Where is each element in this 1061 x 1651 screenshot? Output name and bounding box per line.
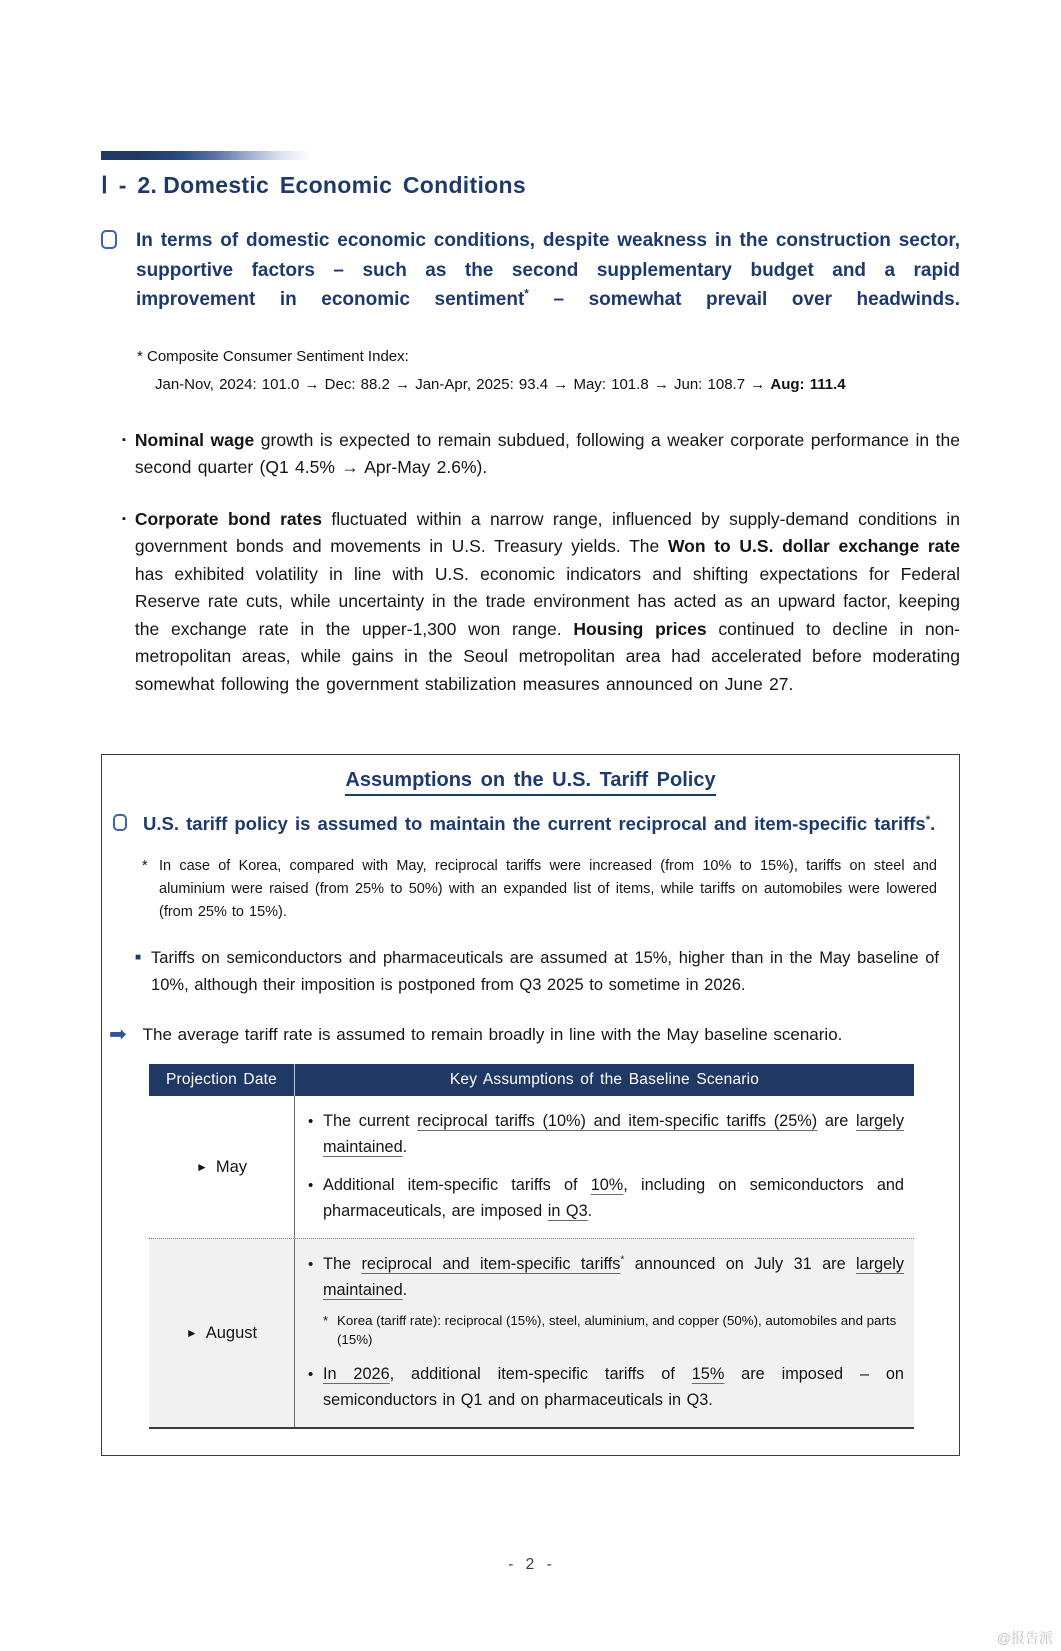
row-label-text: May xyxy=(215,1157,248,1176)
assumption-item xyxy=(308,1173,904,1224)
dot-bullet-icon: • xyxy=(308,1366,314,1383)
tariff-policy-lead xyxy=(113,811,941,837)
assumption-item xyxy=(308,1252,904,1303)
sentiment-index-footnote xyxy=(137,345,960,397)
intro-text: In terms of domestic economic conditions, despite weakness in the construction sector, supportive factors – such as the second supplementary budget and a rapid improvement in economic sentiment* – somewhat prevail over headwinds. xyxy=(136,230,960,310)
section-title: Domestic Economic Conditions xyxy=(163,172,526,198)
assumption-item xyxy=(308,1362,904,1413)
assumptions-box-title: Assumptions on the U.S. Tariff Policy xyxy=(345,769,715,796)
dot-bullet-icon: • xyxy=(308,1177,314,1194)
row-label-august xyxy=(149,1239,294,1427)
triangle-bullet-icon: ► xyxy=(195,1160,208,1174)
watermark: @报告派 xyxy=(996,1630,1053,1646)
footnote-text: Korea (tariff rate): reciprocal (15%), steel, aluminium, and copper (50%), automobiles and parts (15%) xyxy=(337,1313,897,1347)
square-bullet-icon: ■ xyxy=(135,952,142,963)
footnote-line-1: * Composite Consumer Sentiment Index: xyxy=(137,347,409,365)
row-content-august xyxy=(294,1239,914,1427)
row-label-text: August xyxy=(205,1323,258,1342)
footnote-line-2: Jan-Nov, 2024: 101.0 → Dec: 88.2 → Jan-Apr, 2025: 93.4 → May: 101.8 → Jun: 108.7 → Aug: 111.4 xyxy=(155,375,846,393)
table-header-projection-date: Projection Date xyxy=(166,1071,277,1088)
assumption-text: In 2026, additional item-specific tariffs of 15% are imposed – on semiconductors in Q1 and on pharmaceuticals in Q3. xyxy=(323,1365,904,1409)
square-bullet-icon: ▪ xyxy=(122,433,126,446)
section-heading xyxy=(101,172,960,199)
bullet-nominal-wage xyxy=(122,427,960,482)
assumption-item xyxy=(308,1109,904,1160)
bullet-text: Tariffs on semiconductors and pharmaceuticals are assumed at 15%, higher than in the May baseline of 10%, although their imposition is postponed from Q3 2025 to sometime in 2026. xyxy=(151,949,939,994)
baseline-scenario-table xyxy=(149,1064,914,1429)
conclusion-arrow-line xyxy=(109,1022,943,1047)
table-body xyxy=(149,1096,914,1427)
bullet-text: Nominal wage growth is expected to remain subdued, following a weaker corporate performance in the second quarter (Q1 4.5% → Apr-May 2.6%). xyxy=(134,429,960,477)
assumptions-box xyxy=(101,754,960,1456)
page-content xyxy=(0,151,1061,698)
table-row-may xyxy=(149,1096,914,1238)
page-number: - 2 - xyxy=(508,1556,553,1573)
semiconductor-tariff-bullet xyxy=(135,945,939,998)
footnote-star: * xyxy=(323,1313,329,1328)
row-content-may xyxy=(294,1096,914,1238)
korea-tariff-footnote xyxy=(142,855,937,924)
intro-paragraph xyxy=(101,226,960,315)
row-label-may xyxy=(149,1096,294,1238)
table-row-august xyxy=(149,1238,914,1427)
table-header-row xyxy=(149,1064,914,1096)
dot-bullet-icon: • xyxy=(308,1113,314,1130)
conclusion-text: The average tariff rate is assumed to remain broadly in line with the May baseline scenario. xyxy=(142,1025,843,1044)
bullet-text: Corporate bond rates fluctuated within a narrow range, influenced by supply-demand conditions in government bonds and movements in U.S. Treasury yields. The Won to U.S. dollar exchange rate has exhibited volatility in line with U.S. economic indicators and shifting expectations for Federal Reserve rate cuts, while uncertainty in the trade environment has acted as an upward factor, keeping the exchange rate in the upper-1,300 won range. Housing prices continued to decline in non-metropolitan areas, while gains in the Seoul metropolitan area had accelerated before moderating somewhat following the government stabilization measures announced on June 27. xyxy=(134,508,961,694)
footnote-text: In case of Korea, compared with May, reciprocal tariffs were increased (from 10% to 15%), tariffs on steel and aluminium were raised (from 25% to 50%) with an expanded list of items, while tariffs on automobiles were lowered (from 25% to 15%). xyxy=(159,858,937,920)
section-number: Ⅰ - 2. xyxy=(101,172,158,198)
table-header-key-assumptions: Key Assumptions of the Baseline Scenario xyxy=(294,1064,914,1096)
assumption-text: Additional item-specific tariffs of 10%, including on semiconductors and pharmaceuticals, are imposed in Q3. xyxy=(323,1176,904,1220)
korea-rate-footnote xyxy=(323,1311,904,1349)
assumptions-box-title-wrap xyxy=(102,769,959,796)
assumption-text: The current reciprocal tariffs (10%) and item-specific tariffs (25%) are largely maintained. xyxy=(323,1112,904,1156)
document-page xyxy=(0,151,1061,1646)
bullet-corporate-bond xyxy=(122,506,960,699)
checkbox-icon xyxy=(101,230,117,249)
section-gradient-bar xyxy=(101,151,311,160)
footnote-star: * xyxy=(142,858,148,874)
checkbox-icon xyxy=(113,814,127,831)
assumption-text: The reciprocal and item-specific tariffs* announced on July 31 are largely maintained. xyxy=(323,1254,904,1299)
triangle-bullet-icon: ► xyxy=(185,1326,198,1340)
dot-bullet-icon: • xyxy=(308,1256,314,1273)
tariff-policy-lead-text: U.S. tariff policy is assumed to maintain the current reciprocal and item-specific tariffs*. xyxy=(143,813,936,834)
square-bullet-icon: ▪ xyxy=(122,512,126,525)
right-arrow-icon: ➡ xyxy=(109,1023,127,1046)
